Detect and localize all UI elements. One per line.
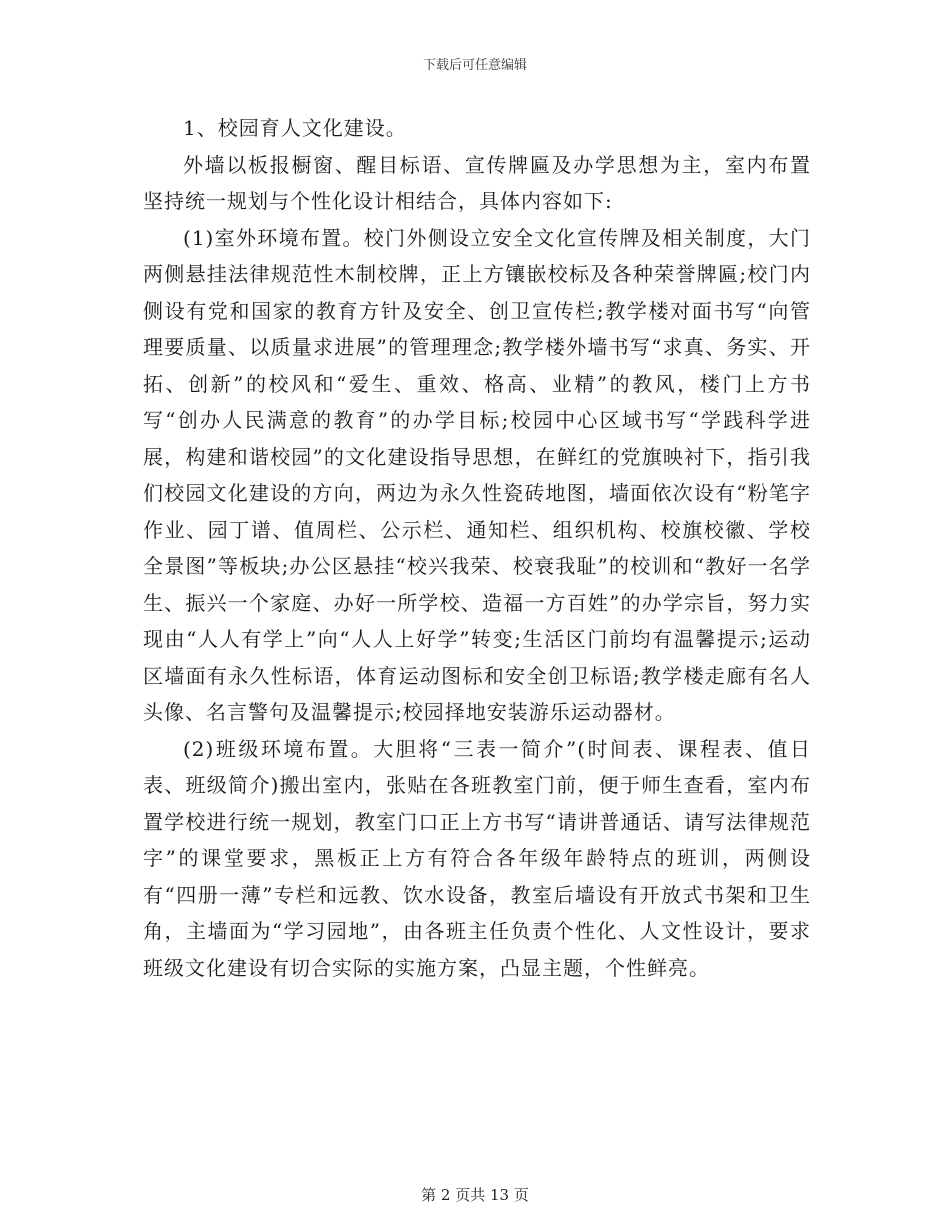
paragraph-intro: 外墙以板报橱窗、醒目标语、宣传牌匾及办学思想为主，室内布置坚持统一规划与个性化设计相结合，具体内容如下: [143,152,811,213]
page-footer: 第 2 页共 13 页 [421,1186,529,1204]
paragraph-outdoor-environment: (1)室外环境布置。校门外侧设立安全文化宣传牌及相关制度，大门两侧悬挂法律规范性木制校牌，正上方镶嵌校标及各种荣誉牌匾;校门内侧设有党和国家的教育方针及安全、创卫宣传栏;教学楼对面书写“向管理要质量、以质量求进展”的管理理念;教学楼外墙书写“求真、务实、开拓、创新”的校风和“爱生、重效、格高、业精”的教风，楼门上方书写“创办人民满意的教育”的办学目标;校园中心区域书写“学践科学进展，构建和谐校园”的文化建设指导思想，在鲜红的党旗映衬下，指引我们校园文化建设的方向，两边为永久性瓷砖地图，墙面依次设有“粉笔字作业、园丁谱、值周栏、公示栏、通知栏、组织机构、校旗校徽、学校全景图”等板块;办公区悬挂“校兴我荣、校衰我耻”的校训和“教好一名学生、振兴一个家庭、办好一所学校、造福一方百姓”的办学宗旨，努力实现由“人人有学上”向“人人上好学”转变;生活区门前均有温馨提示;运动区墙面有永久性标语，体育运动图标和安全创卫标语;教学楼走廊有名人头像、名言警句及温馨提示;校园择地安装游乐运动器材。 [143,225,811,724]
page-header: 下载后可任意编辑 [422,58,527,73]
section-heading: 1、校园育人文化建设。 [183,116,407,140]
document-body [143,110,811,986]
paragraph-class-environment: (2)班级环境布置。大胆将“三表一简介”(时间表、课程表、值日表、班级简介)搬出室内，张贴在各班教室门前，便于师生查看，室内布置学校进行统一规划，教室门口正上方书写“请讲普通话、请写法律规范字”的课堂要求，黑板正上方有符合各年级年龄特点的班训，两侧设有“四册一薄”专栏和远教、饮水设备，教室后墙设有开放式书架和卫生角，主墙面为“学习园地”，由各班主任负责个性化、人文性设计，要求班级文化建设有切合实际的实施方案，凸显主题，个性鲜亮。 [143,736,811,980]
